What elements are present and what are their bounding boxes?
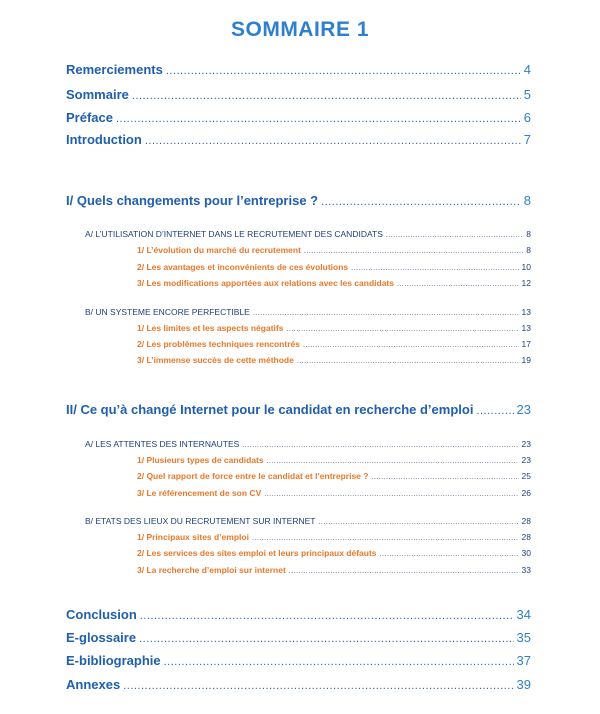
dot-leader <box>297 358 519 365</box>
toc-subsection[interactable] <box>137 488 531 498</box>
dot-leader <box>371 474 518 481</box>
toc-page-number: 35 <box>516 630 531 645</box>
toc-entry-label: E-bibliographie <box>66 653 161 668</box>
toc-subsection-label: 2/ Quel rapport de force entre le candidat et l’entreprise ? <box>137 471 369 481</box>
dot-leader <box>264 491 518 498</box>
toc-entry-label: Introduction <box>66 132 142 147</box>
toc-page-number: 8 <box>526 245 531 255</box>
dot-leader <box>164 656 514 668</box>
toc-subsection[interactable] <box>137 339 531 349</box>
toc-subsection-label: 3/ L’immense succès de cette méthode <box>137 355 294 365</box>
toc-page-number: 10 <box>521 262 531 272</box>
dot-leader <box>304 248 523 255</box>
dot-leader <box>267 458 519 465</box>
toc-section-label: B/ UN SYSTEME ENCORE PERFECTIBLE <box>85 307 250 317</box>
toc-page-number: 30 <box>521 548 531 558</box>
dot-leader <box>289 568 519 575</box>
toc-entry-label: Annexes <box>66 677 121 692</box>
toc-subsection[interactable] <box>137 323 531 333</box>
toc-subsection-label: 1/ Les limites et les aspects négatifs <box>137 323 284 333</box>
toc-page-number: 17 <box>521 339 531 349</box>
toc-part-label: II/ Ce qu’à changé Internet pour le candidat en recherche d’emploi <box>66 402 474 417</box>
dot-leader <box>242 442 518 449</box>
toc-part-2[interactable] <box>66 402 531 417</box>
dot-leader <box>166 65 521 77</box>
toc-section-label: B/ ETATS DES LIEUX DU RECRUTEMENT SUR INTERNET <box>85 516 316 526</box>
toc-part-label: I/ Quels changements pour l’entreprise ? <box>66 193 319 208</box>
toc-page-number: 13 <box>521 323 531 333</box>
toc-entry-label: Remerciements <box>66 62 163 77</box>
page-title: SOMMAIRE 1 <box>230 18 369 41</box>
toc-subsection[interactable] <box>137 532 531 542</box>
toc-section-1b[interactable] <box>85 307 531 317</box>
dot-leader <box>386 232 523 239</box>
toc-page-number: 19 <box>521 355 531 365</box>
toc-page-number: 37 <box>516 653 531 668</box>
toc-entry-label: Conclusion <box>66 607 137 622</box>
dot-leader <box>397 281 519 288</box>
dot-leader <box>139 633 513 645</box>
dot-leader <box>286 326 518 333</box>
dot-leader <box>318 519 518 526</box>
toc-subsection-label: 3/ Les modifications apportées aux relations avec les candidats <box>137 278 394 288</box>
toc-section-1a[interactable] <box>85 229 531 239</box>
toc-page-number: 8 <box>526 229 531 239</box>
dot-leader <box>252 535 519 542</box>
toc-entry-introduction[interactable] <box>66 132 531 147</box>
toc-subsection[interactable] <box>137 548 531 558</box>
toc-subsection-label: 1/ Plusieurs types de candidats <box>137 455 264 465</box>
toc-entry-label: Préface <box>66 110 113 125</box>
toc-entry-e-bibliographie[interactable] <box>66 653 531 668</box>
toc-subsection-label: 2/ Les problèmes techniques rencontrés <box>137 339 300 349</box>
toc-subsection-label: 3/ Le référencement de son CV <box>137 488 262 498</box>
toc-entry-label: Sommaire <box>66 87 129 102</box>
toc-subsection-label: 1/ L’évolution du marché du recrutement <box>137 245 301 255</box>
toc-subsection[interactable] <box>137 471 531 481</box>
toc-subsection[interactable] <box>137 262 531 272</box>
toc-page-number: 12 <box>521 278 531 288</box>
toc-entry-e-glossaire[interactable] <box>66 630 531 645</box>
toc-section-label: A/ L’UTILISATION D’INTERNET DANS LE RECRUTEMENT DES CANDIDATS <box>85 229 383 239</box>
toc-page-number: 13 <box>521 307 531 317</box>
toc-page-number: 28 <box>521 516 531 526</box>
toc-page-number: 25 <box>521 471 531 481</box>
dot-leader <box>321 196 521 208</box>
toc-entry-preface[interactable] <box>66 110 531 125</box>
toc-part-1[interactable] <box>66 193 531 208</box>
toc-subsection[interactable] <box>137 245 531 255</box>
dot-leader <box>145 135 521 147</box>
toc-entry-remerciements[interactable] <box>66 62 531 77</box>
toc-entry-sommaire[interactable] <box>66 87 531 102</box>
toc-subsection-label: 2/ Les services des sites emploi et leurs principaux défauts <box>137 548 377 558</box>
toc-page-number: 7 <box>523 132 531 147</box>
toc-section-label: A/ LES ATTENTES DES INTERNAUTES <box>85 439 240 449</box>
toc-subsection-label: 1/ Principaux sites d’emploi <box>137 532 249 542</box>
toc-page-number: 26 <box>521 488 531 498</box>
toc-subsection[interactable] <box>137 565 531 575</box>
toc-subsection-label: 3/ La recherche d’emploi sur internet <box>137 565 286 575</box>
toc-subsection[interactable] <box>137 455 531 465</box>
toc-page-number: 5 <box>523 87 531 102</box>
dot-leader <box>132 90 521 102</box>
toc-page-number: 6 <box>523 110 531 125</box>
dot-leader <box>476 405 513 417</box>
toc-page-number: 23 <box>521 455 531 465</box>
toc-section-2a[interactable] <box>85 439 531 449</box>
toc-entry-annexes[interactable] <box>66 677 531 692</box>
toc-page-number: 33 <box>521 565 531 575</box>
toc-section-2b[interactable] <box>85 516 531 526</box>
toc-subsection[interactable] <box>137 355 531 365</box>
toc-page-number: 8 <box>523 193 531 208</box>
dot-leader <box>303 342 519 349</box>
toc-subsection-label: 2/ Les avantages et inconvénients de ces évolutions <box>137 262 349 272</box>
toc-page-number: 39 <box>516 677 531 692</box>
toc-page-number: 4 <box>523 62 531 77</box>
toc-entry-conclusion[interactable] <box>66 607 531 622</box>
dot-leader <box>351 265 518 272</box>
toc-page-number: 23 <box>516 402 531 417</box>
dot-leader <box>140 610 514 622</box>
toc-page-number: 23 <box>521 439 531 449</box>
dot-leader <box>116 113 521 125</box>
dot-leader <box>380 551 519 558</box>
toc-page-number: 34 <box>516 607 531 622</box>
dot-leader <box>123 680 513 692</box>
toc-page-number: 28 <box>521 532 531 542</box>
dot-leader <box>253 310 519 317</box>
toc-subsection[interactable] <box>137 278 531 288</box>
toc-entry-label: E-glossaire <box>66 630 137 645</box>
